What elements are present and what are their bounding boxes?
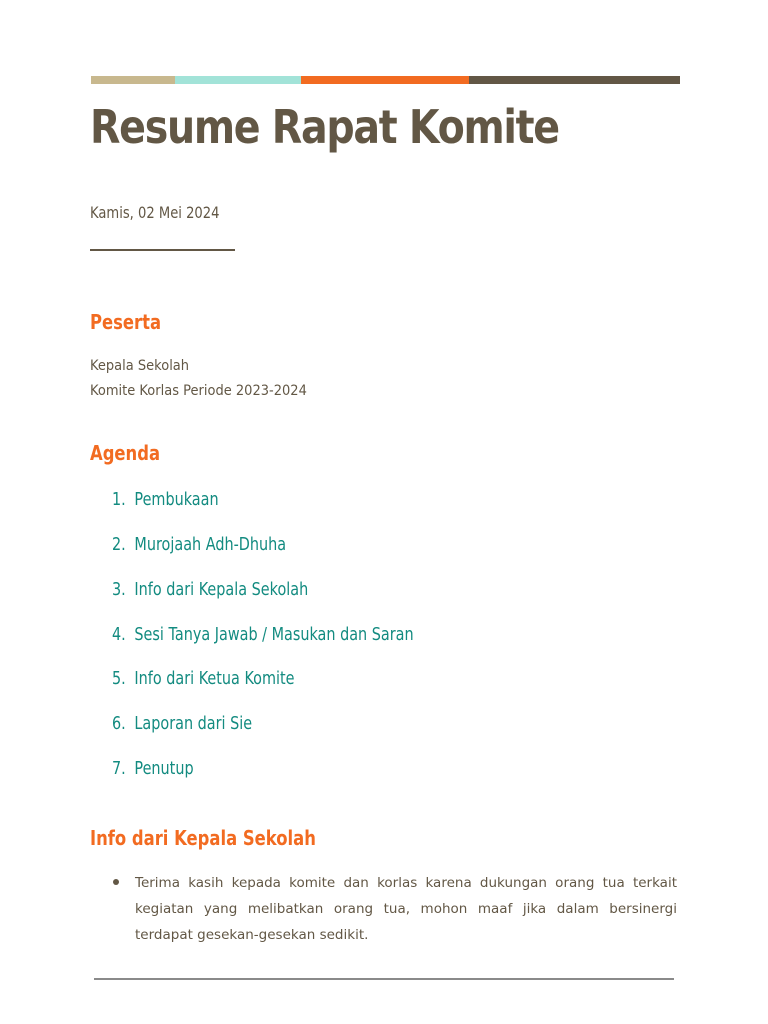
agenda-item-number: 3. <box>112 579 126 600</box>
bottom-divider <box>94 978 674 980</box>
agenda-item <box>112 579 308 600</box>
color-bar-segment-tan <box>91 76 175 84</box>
info-kepsek-heading: Info dari Kepala Sekolah <box>90 826 316 850</box>
agenda-item <box>112 534 286 555</box>
meeting-date: Kamis, 02 Mei 2024 <box>90 203 220 222</box>
peserta-line: Kepala Sekolah <box>90 358 190 374</box>
peserta-line: Komite Korlas Periode 2023-2024 <box>90 383 307 399</box>
agenda-item <box>112 713 252 734</box>
agenda-item-label: Penutup <box>134 758 194 779</box>
agenda-item-label: Laporan dari Sie <box>134 713 253 734</box>
title-divider <box>90 249 235 251</box>
bullet-icon <box>113 879 119 885</box>
agenda-item <box>112 758 194 779</box>
agenda-item-number: 7. <box>112 758 126 779</box>
agenda-item <box>112 668 295 689</box>
decorative-color-bar <box>91 76 680 84</box>
document-title: Resume Rapat Komite <box>90 100 559 154</box>
agenda-item-number: 2. <box>112 534 126 555</box>
agenda-item <box>112 624 414 645</box>
bullet-item <box>110 870 677 948</box>
agenda-item-number: 4. <box>112 624 126 645</box>
bullet-text: Terima kasih kepada komite dan korlas karena dukungan orang tua terkait kegiatan yang melibatkan orang tua, mohon maaf jika dalam bersinergi terdapat gesekan-gesekan sedikit. <box>135 875 677 943</box>
agenda-item-label: Murojaah Adh-Dhuha <box>134 534 287 555</box>
agenda-item-number: 5. <box>112 668 126 689</box>
agenda-item-label: Sesi Tanya Jawab / Masukan dan Saran <box>134 624 414 645</box>
agenda-item-label: Info dari Ketua Komite <box>134 668 295 689</box>
color-bar-segment-orange <box>301 76 469 84</box>
agenda-item-number: 1. <box>112 489 126 510</box>
peserta-heading: Peserta <box>90 310 162 334</box>
agenda-item-label: Pembukaan <box>134 489 219 510</box>
agenda-item <box>112 489 219 510</box>
color-bar-segment-brown <box>469 76 680 84</box>
agenda-item-label: Info dari Kepala Sekolah <box>134 579 309 600</box>
color-bar-segment-mint <box>175 76 301 84</box>
agenda-heading: Agenda <box>90 441 161 465</box>
agenda-item-number: 6. <box>112 713 126 734</box>
